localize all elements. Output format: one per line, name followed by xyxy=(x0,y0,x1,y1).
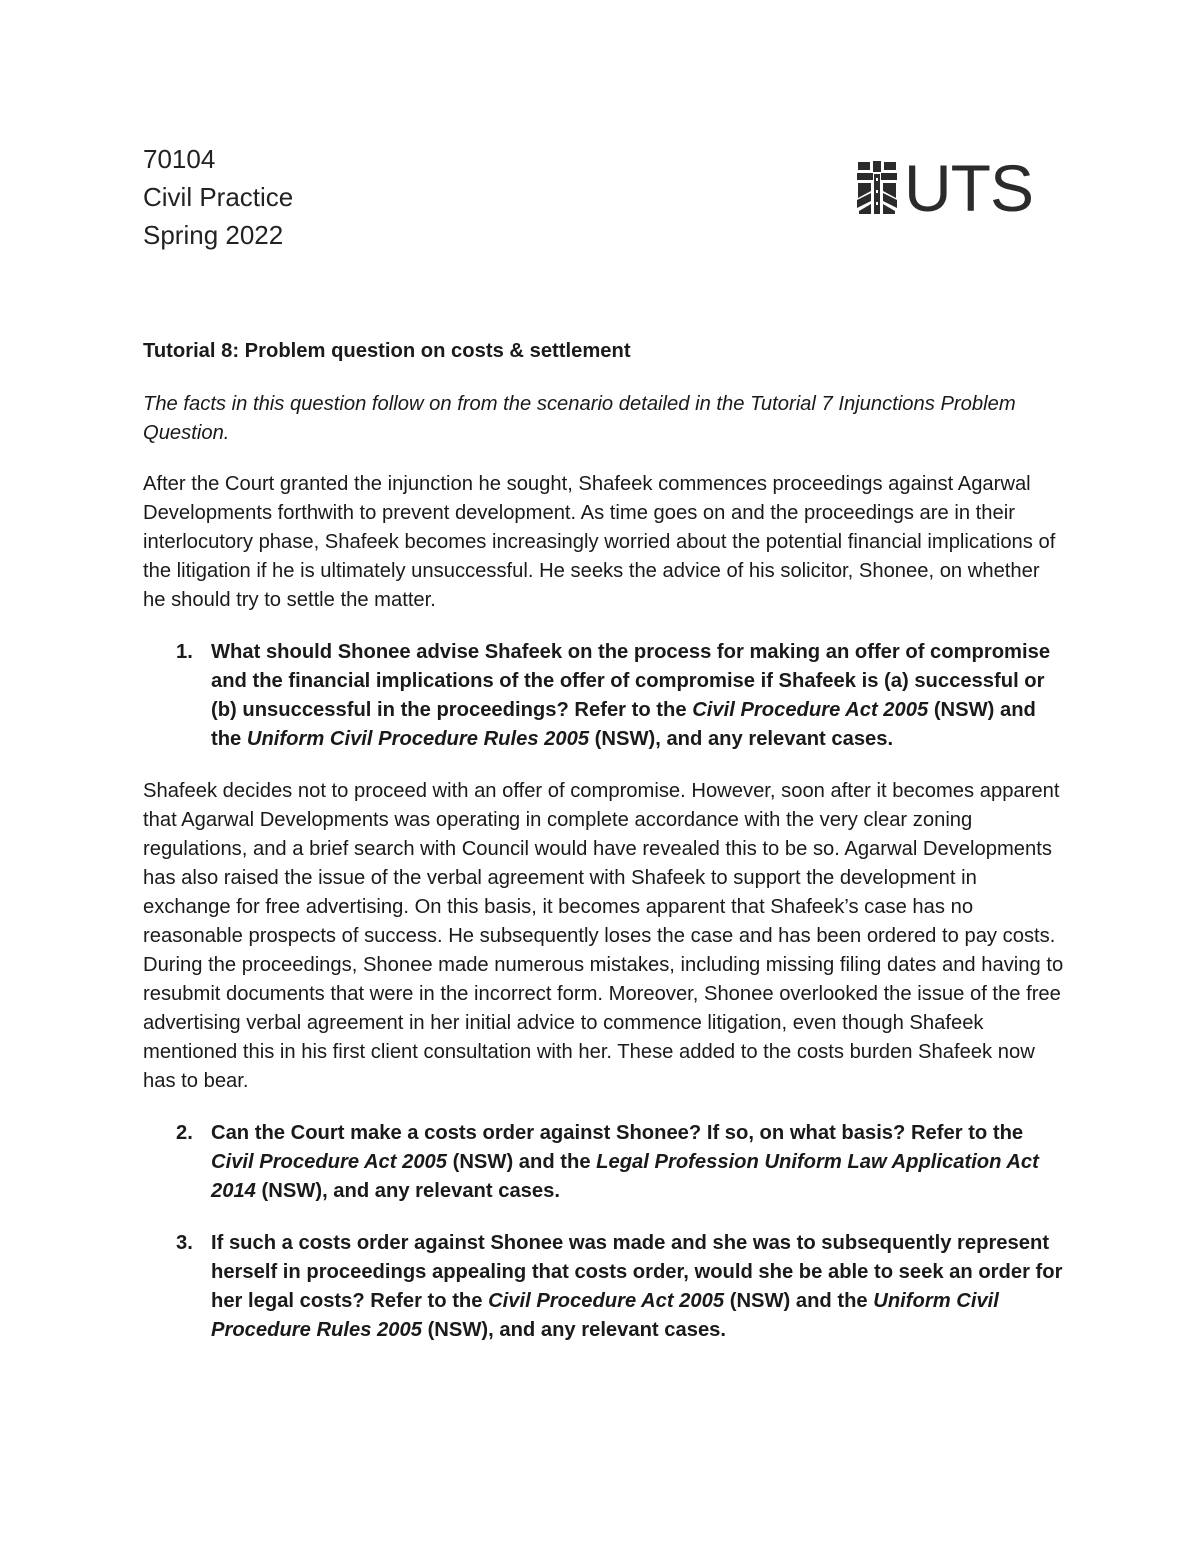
question-text: (NSW) and the xyxy=(447,1151,597,1173)
course-header xyxy=(143,140,293,254)
question-text: (NSW) and the xyxy=(724,1290,874,1312)
statute-title: Uniform Civil Procedure Rules 2005 xyxy=(246,728,590,750)
question-2 xyxy=(143,1119,1065,1206)
statute-title: Civil Procedure Act 2005 xyxy=(488,1290,725,1312)
question-text: (NSW), and any relevant cases. xyxy=(589,728,894,750)
uts-logo xyxy=(856,151,1033,225)
tutorial-intro: The facts in this question follow on from the scenario detailed in the Tutorial 7 Injunctions Problem Question. xyxy=(143,393,1016,444)
course-name: Civil Practice xyxy=(143,182,294,212)
question-text: (NSW), and any relevant cases. xyxy=(255,1180,560,1202)
scenario-paragraph-1: After the Court granted the injunction he sought, Shafeek commences proceedings against Agarwal Developments forthwith to prevent development. As time goes on and the proceedings are in their interlocutory phase, Shafeek becomes increasingly worried about the potential financial implications of the litigation if he is ultimately unsuccessful. He seeks the advice of his solicitor, Shonee, on whether he should try to settle the matter. xyxy=(143,473,1056,611)
statute-title: Civil Procedure Act 2005 xyxy=(692,699,929,721)
question-1 xyxy=(143,638,1065,754)
course-code: 70104 xyxy=(143,144,216,174)
statute-title: Legal Profession Uniform Law Application Act 2014 xyxy=(211,1151,1039,1202)
statute-title: Civil Procedure Act 2005 xyxy=(211,1151,448,1173)
question-text: If such a costs order against Shonee was made and she was to subsequently represent herself in proceedings appealing that costs order, would she be able to seek an order for her legal costs? Refer to the xyxy=(211,1232,1063,1312)
question-text: Can the Court make a costs order against Shonee? If so, on what basis? Refer to the xyxy=(211,1122,1024,1144)
session: Spring 2022 xyxy=(143,220,284,250)
question-number: 1. xyxy=(176,641,193,663)
question-text: (NSW) and the xyxy=(211,699,1036,750)
question-number: 2. xyxy=(176,1122,193,1144)
tutorial-heading: Tutorial 8: Problem question on costs & settlement xyxy=(143,340,631,362)
uts-crest-icon xyxy=(856,160,898,216)
question-text: (NSW), and any relevant cases. xyxy=(421,1319,727,1341)
question-number: 3. xyxy=(176,1232,193,1254)
question-3 xyxy=(143,1229,1065,1345)
scenario-paragraph-2: Shafeek decides not to proceed with an offer of compromise. However, soon after it becomes apparent that Agarwal Developments was operating in complete accordance with the very clear zoning regulations, and a brief search with Council would have revealed this to be so. Agarwal Developments has also raised the issue of the verbal agreement with Shafeek to support the development in exchange for free advertising. On this basis, it becomes apparent that Shafeek’s case has no reasonable prospects of success. He subsequently loses the case and has been ordered to pay costs. During the proceedings, Shonee made numerous mistakes, including missing filing dates and having to resubmit documents that were in the incorrect form. Moreover, Shonee overlooked the issue of the free advertising verbal agreement in her initial advice to commence litigation, even though Shafeek mentioned this in his first client consultation with her. These added to the costs burden Shafeek now has to bear. xyxy=(143,780,1064,1092)
tutorial-content xyxy=(143,337,1065,1368)
statute-title: Uniform Civil Procedure Rules 2005 xyxy=(211,1290,999,1341)
question-text: What should Shonee advise Shafeek on the process for making an offer of compromise and the financial implications of the offer of compromise if Shafeek is (a) successful or (b) unsuccessful in the proceedings? Refer to the xyxy=(211,641,1051,721)
uts-logo-text: UTS xyxy=(904,151,1033,225)
